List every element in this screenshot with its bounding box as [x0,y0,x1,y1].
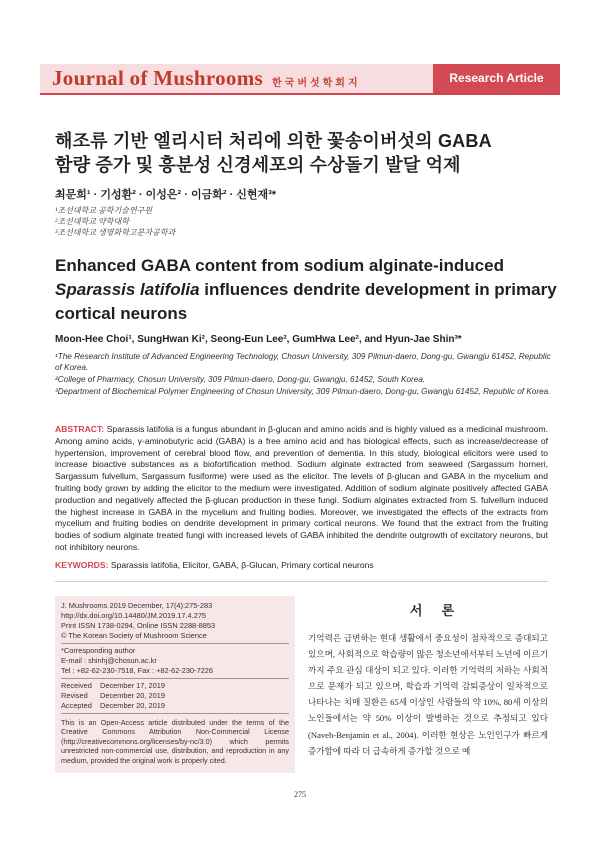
header-rule [40,93,560,95]
article-type-badge: Research Article [433,64,560,93]
received-date: Received December 17, 2019 [61,681,165,690]
tel-fax: Tel : +82-62-230-7518, Fax : +82-62-230-7226 [61,666,214,675]
affiliation-korean-3: ³조선대학교 생명화학고분자공학과 [55,228,176,237]
accepted-date: Accepted December 20, 2019 [61,701,165,710]
body-text: 기억력은 급변하는 현대 생활에서 중요성이 점차적으로 증대되고 있으며, 사회적으로 학습량이 많은 청소년에서부터 노년에 이르기까지 주요 관심 대상이 되고 있다. 이러한 기억력의 저하는 사회적으로 문제가 되고 있으며, 학습과 기억력 감퇴증상이 일차적으로 나타나는 치매 질환은 65세 이상인 사람들의 약 10%, 80세 이상의 노인들에서는 약 50% 이상이 발병하는 것으로 추정되고 있다(Naveh-Benjamin et al., 2004). 이러한 현상은 노인인구가 빠르게 증가함에 따라 더 급속하게 증가할 것으로 예 [308,633,548,756]
authors-english: Moon-Hee Choi¹, SungHwan Ki², Seong-Eun Lee², GumHwa Lee², and Hyun-Jae Shin³* [55,334,462,345]
authors-korean: 최문희¹ · 기성환² · 이성은² · 이금화² · 신현재³* [55,189,277,201]
affiliation-english-2: ²College of Pharmacy, Chosun University, 309 Pilmun-daero, Dong-gu, Gwangju, 61452, South Korea. [55,375,426,384]
affiliation-english-1: ¹The Research Institute of Advanced Engineering Technology, Chosun University, 309 Pilmun-daero, Dong-gu, Gwangju 61452, Republic of Korea. [55,352,551,372]
copyright: © The Korean Society of Mushroom Science [61,631,207,640]
issn: Print ISSN 1738-0294, Online ISSN 2288-8853 [61,621,216,630]
email[interactable]: E-mail : shinhj@chosun.ac.kr [61,656,157,665]
citation: J. Mushrooms 2019 December, 17(4):275-283 [61,601,213,610]
society-name-korean: 한국버섯학회지 [272,78,361,89]
keywords-label: KEYWORDS: [55,560,109,570]
affiliation-korean-2: ²조선대학교 약학대학 [55,217,129,226]
section-divider [55,581,548,582]
title-english-line1: Enhanced GABA content from sodium alginate-induced [55,256,504,275]
abstract [55,424,548,554]
revised-date: Revised December 20, 2019 [61,691,165,700]
keywords [55,560,548,570]
title-english-line3: cortical neurons [55,304,188,323]
corresponding-author: *Corresponding author [61,646,136,655]
keywords-text: Sparassis latifolia, Elicitor, GABA, β-Glucan, Primary cortical neurons [110,560,374,570]
open-access-notice: This is an Open-Access article distributed under the terms of the Creative Commons Attribution Non-Commercial License (http://creativecommons.org/licenses/by-nc/3.0) which permits unrestricted non-commercial use, distribution, and reproduction in any medium, provided the original work is properly cited. [61,718,289,765]
abstract-label: ABSTRACT: [55,424,105,434]
abstract-text: Sparassis latifolia is a fungus abundant in β-glucan and amino acids and is highly valued as a medicinal mushroom. Among amino acids, γ-aminobutyric acid (GABA) is a free amino acid and has biological effects, such as increase/decrease of hypertension, improvement of cerebral blood flow, and prevention of dementia. In this study, biological elicitors were used to increase bioactive substances as a biofortification method. Sodium alginate extracted from seaweed (Sargassum horneri, Sargassum fulvellum, Sargassum fusiforme) were used as the elicitor. The levels of β-glucan and GABA in the mycelium and fruiting body grown by adding the elicitor to the medium were investigated. Addition of sodium alginate positively affected GABA production and negatively affected the β-glucan production in these fungi. Sodium alginates extracted from S. fulvellum induced the highest increase in GABA in the mycelium and fruiting bodies. Moreover, we investigated the effects of the extracts from mycelium and fruiting bodies on dendrite development in primary cortical neurons. We found that the extract from the fruiting bodies of sodium alginate treated fungi with increased levels of GABA inhibited the dendrite outgrowth of excitatory neurons, but not inhibitory neurons. [55,424,548,552]
title-korean-line2: 함량 증가 및 흥분성 신경세포의 수상돌기 발달 억제 [55,155,461,175]
title-english-line2 [55,280,557,300]
title-korean-line1: 해조류 기반 엘리시터 처리에 의한 꽃송이버섯의 GABA [55,131,492,151]
title-english-line2-rest: influences dendrite development in primary [199,280,557,299]
page-number: 275 [294,790,306,799]
affiliation-korean-1: ¹조선대학교 공학기술연구원 [55,206,153,215]
journal-title: Journal of Mushrooms [52,66,263,90]
species-name: Sparassis latifolia [55,280,200,299]
affiliation-english-3: ³Department of Biochemical Polymer Engineering of Chosun University, 309 Pilmun-daero, Dong-gu, Gwangju 61452, Republic of Korea. [55,387,551,396]
info-divider [61,643,289,644]
doi-link[interactable]: http://dx.doi.org/10.14480/JM.2019.17.4.275 [61,611,207,620]
info-divider [61,713,289,714]
info-divider [61,678,289,679]
section-title-introduction: 서 론 [409,603,463,618]
